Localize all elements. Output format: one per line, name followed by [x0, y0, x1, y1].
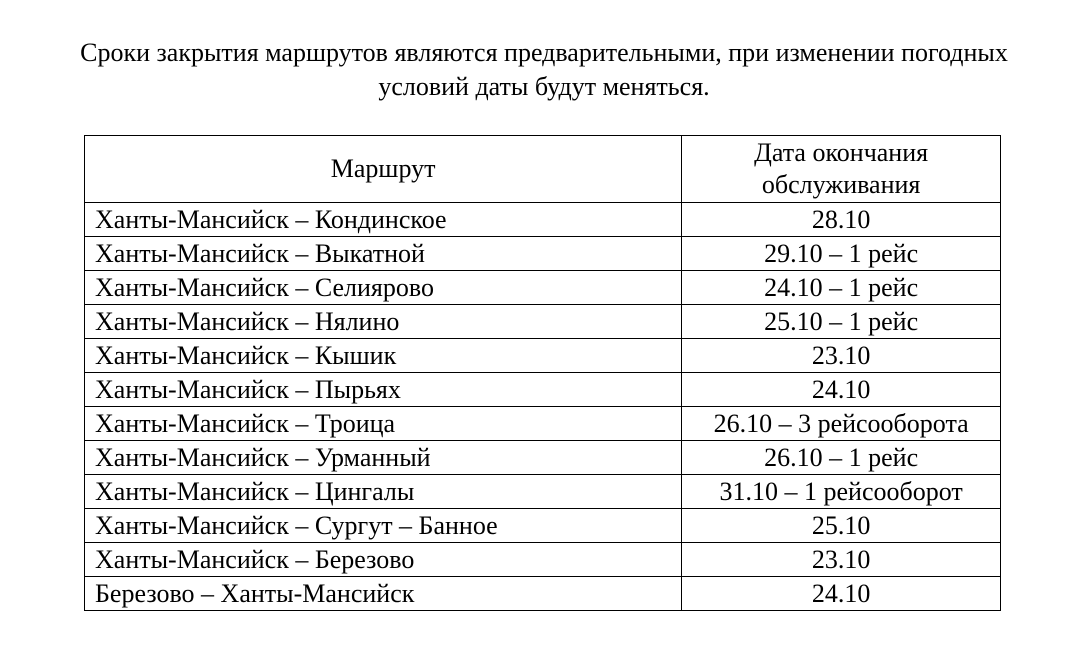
route-cell: Ханты-Мансийск – Селиярово [85, 271, 682, 305]
date-cell: 28.10 [682, 203, 1001, 237]
date-cell: 25.10 [682, 509, 1001, 543]
date-cell: 24.10 – 1 рейс [682, 271, 1001, 305]
table-row [85, 237, 1001, 271]
date-cell: 24.10 [682, 577, 1001, 611]
date-cell: 24.10 [682, 373, 1001, 407]
date-cell: 23.10 [682, 543, 1001, 577]
date-cell: 23.10 [682, 339, 1001, 373]
date-cell: 29.10 – 1 рейс [682, 237, 1001, 271]
routes-table-body [85, 203, 1001, 611]
date-cell: 26.10 – 1 рейс [682, 441, 1001, 475]
route-cell: Ханты-Мансийск – Цингалы [85, 475, 682, 509]
header-end-date-line-2: обслуживания [761, 170, 921, 199]
route-cell: Березово – Ханты-Мансийск [85, 577, 682, 611]
route-cell: Ханты-Мансийск – Выкатной [85, 237, 682, 271]
route-cell: Ханты-Мансийск – Нялино [85, 305, 682, 339]
routes-table [84, 135, 1001, 611]
table-header-row [85, 136, 1001, 203]
table-row [85, 271, 1001, 305]
header-route: Маршрут [85, 136, 682, 203]
table-row [85, 305, 1001, 339]
closure-notice [10, 36, 1078, 104]
date-cell: 26.10 – 3 рейсооборота [682, 407, 1001, 441]
notice-line-1: Сроки закрытия маршрутов являются предварительными, при изменении погодных [80, 38, 1008, 67]
notice-line-2: условий даты будут меняться. [378, 72, 710, 101]
date-cell: 25.10 – 1 рейс [682, 305, 1001, 339]
table-row [85, 203, 1001, 237]
table-row [85, 509, 1001, 543]
route-cell: Ханты-Мансийск – Сургут – Банное [85, 509, 682, 543]
date-cell: 31.10 – 1 рейсооборот [682, 475, 1001, 509]
route-cell: Ханты-Мансийск – Пырьях [85, 373, 682, 407]
route-cell: Ханты-Мансийск – Березово [85, 543, 682, 577]
table-row [85, 577, 1001, 611]
table-row [85, 339, 1001, 373]
table-row [85, 407, 1001, 441]
route-cell: Ханты-Мансийск – Кондинское [85, 203, 682, 237]
table-row [85, 543, 1001, 577]
table-row [85, 441, 1001, 475]
table-row [85, 373, 1001, 407]
route-cell: Ханты-Мансийск – Кышик [85, 339, 682, 373]
header-end-date-line-1: Дата окончания [754, 138, 929, 167]
route-cell: Ханты-Мансийск – Урманный [85, 441, 682, 475]
table-row [85, 475, 1001, 509]
route-cell: Ханты-Мансийск – Троица [85, 407, 682, 441]
header-end-date [682, 136, 1001, 203]
